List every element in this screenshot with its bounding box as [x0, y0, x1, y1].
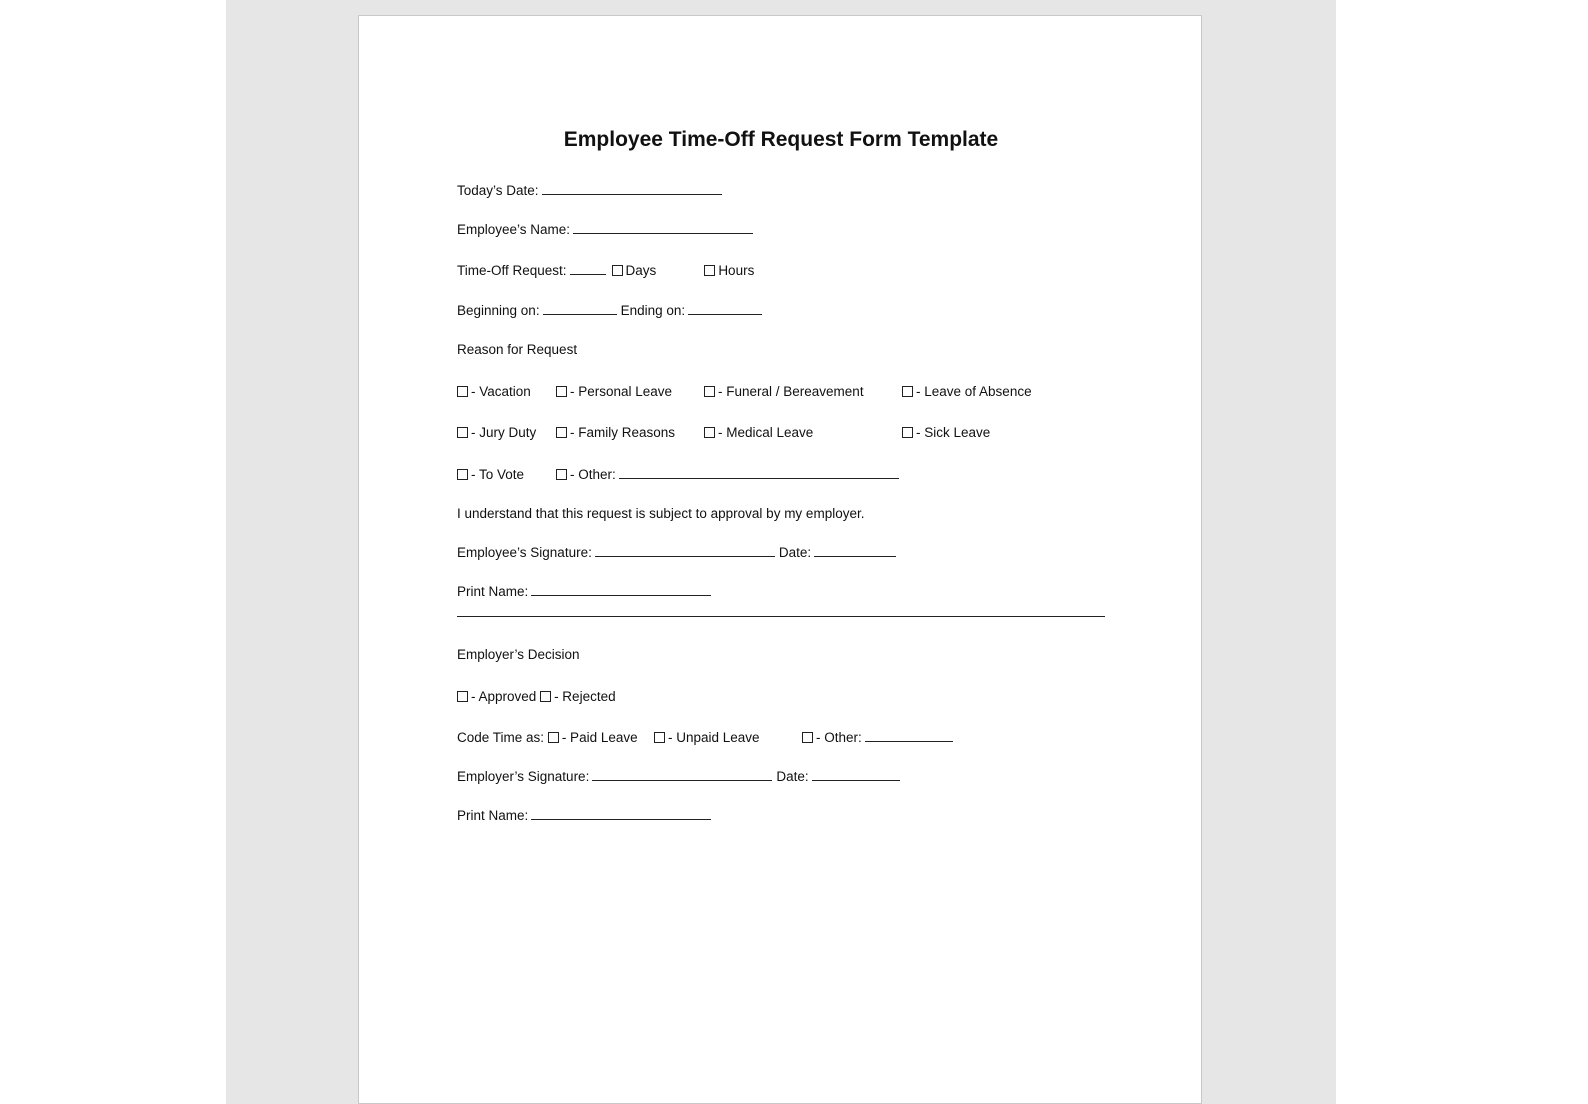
code-time-label: Code Time as:: [457, 730, 545, 745]
approval-statement: I understand that this request is subject to approval by my employer.: [457, 506, 865, 521]
reason-heading: Reason for Request: [457, 342, 578, 357]
days-checkbox[interactable]: [612, 265, 623, 276]
code-other-field[interactable]: [865, 728, 953, 742]
funeral-label: - Funeral / Bereavement: [718, 384, 864, 399]
sick-label: - Sick Leave: [916, 425, 991, 440]
employee-signature-field[interactable]: [595, 543, 775, 557]
paid-leave-checkbox[interactable]: [548, 732, 559, 743]
rejected-checkbox[interactable]: [540, 691, 551, 702]
beginning-label: Beginning on:: [457, 303, 540, 318]
unpaid-leave-label: - Unpaid Leave: [668, 730, 760, 745]
dates-row: [457, 301, 762, 321]
employee-signature-row: [457, 543, 896, 563]
rejected-label: - Rejected: [554, 689, 616, 704]
time-off-label: Time-Off Request:: [457, 263, 567, 278]
employer-signature-row: [457, 767, 900, 787]
employer-date-label: Date:: [776, 769, 809, 784]
hours-label: Hours: [718, 263, 755, 278]
ending-label: Ending on:: [620, 303, 686, 318]
reason-family[interactable]: [556, 423, 675, 443]
employer-signature-field[interactable]: [592, 767, 772, 781]
unpaid-leave-checkbox[interactable]: [654, 732, 665, 743]
absence-label: - Leave of Absence: [916, 384, 1032, 399]
jury-checkbox[interactable]: [457, 427, 468, 438]
beginning-field[interactable]: [543, 301, 617, 315]
employer-signature-label: Employer’s Signature:: [457, 769, 590, 784]
family-label: - Family Reasons: [570, 425, 676, 440]
hours-checkbox[interactable]: [704, 265, 715, 276]
reason-other[interactable]: [556, 465, 899, 485]
employee-date-field[interactable]: [814, 543, 896, 557]
family-checkbox[interactable]: [556, 427, 567, 438]
employee-print-name-label: Print Name:: [457, 584, 529, 599]
funeral-checkbox[interactable]: [704, 386, 715, 397]
paid-leave-label: - Paid Leave: [561, 730, 638, 745]
employee-print-name-row: [457, 582, 711, 602]
personal-label: - Personal Leave: [570, 384, 673, 399]
employer-decision-heading: Employer’s Decision: [457, 647, 580, 662]
absence-checkbox[interactable]: [902, 386, 913, 397]
medical-label: - Medical Leave: [718, 425, 814, 440]
employee-date-label: Date:: [778, 545, 812, 560]
reason-sick[interactable]: [902, 423, 990, 443]
reason-medical[interactable]: [704, 423, 813, 443]
employee-print-name-field[interactable]: [531, 582, 711, 596]
reason-personal[interactable]: [556, 382, 672, 402]
employee-name-field[interactable]: [573, 220, 753, 234]
todays-date-field[interactable]: [542, 181, 722, 195]
jury-label: - Jury Duty: [471, 425, 537, 440]
form-title: Employee Time-Off Request Form Template: [563, 128, 999, 151]
code-other-label: - Other:: [816, 730, 862, 745]
employer-print-name-field[interactable]: [531, 806, 711, 820]
employee-signature-label: Employee’s Signature:: [457, 545, 592, 560]
todays-date-row: [457, 181, 722, 201]
time-off-amount-field[interactable]: [570, 261, 606, 275]
unpaid-leave-option[interactable]: [654, 728, 760, 748]
vote-label: - To Vote: [471, 467, 525, 482]
code-time-row: [457, 728, 638, 748]
decision-row: [457, 687, 616, 707]
vote-checkbox[interactable]: [457, 469, 468, 480]
other-checkbox[interactable]: [556, 469, 567, 480]
sick-checkbox[interactable]: [902, 427, 913, 438]
vacation-checkbox[interactable]: [457, 386, 468, 397]
ending-field[interactable]: [688, 301, 762, 315]
employee-name-row: [457, 220, 753, 240]
vacation-label: - Vacation: [471, 384, 531, 399]
reason-vote[interactable]: [457, 465, 524, 485]
days-option[interactable]: [612, 261, 657, 281]
employer-print-name-row: [457, 806, 711, 826]
hours-option[interactable]: [704, 261, 754, 281]
code-other-checkbox[interactable]: [802, 732, 813, 743]
document-page: [358, 15, 1202, 1104]
code-other-option[interactable]: [802, 728, 953, 748]
approved-option[interactable]: [457, 687, 536, 707]
reason-vacation[interactable]: [457, 382, 531, 402]
time-off-row: [457, 261, 754, 281]
employer-date-field[interactable]: [812, 767, 900, 781]
reason-other-field[interactable]: [619, 465, 899, 479]
approved-checkbox[interactable]: [457, 691, 468, 702]
approved-label: - Approved: [471, 689, 537, 704]
reason-funeral[interactable]: [704, 382, 864, 402]
personal-checkbox[interactable]: [556, 386, 567, 397]
employee-name-label: Employee’s Name:: [457, 222, 571, 237]
reason-jury[interactable]: [457, 423, 536, 443]
reason-absence[interactable]: [902, 382, 1032, 402]
medical-checkbox[interactable]: [704, 427, 715, 438]
days-label: Days: [625, 263, 657, 278]
section-divider: [457, 616, 1105, 617]
rejected-option[interactable]: [540, 687, 616, 707]
paid-leave-option[interactable]: [548, 728, 638, 748]
todays-date-label: Today’s Date:: [457, 183, 539, 198]
employer-print-name-label: Print Name:: [457, 808, 529, 823]
other-label: - Other:: [570, 467, 616, 482]
